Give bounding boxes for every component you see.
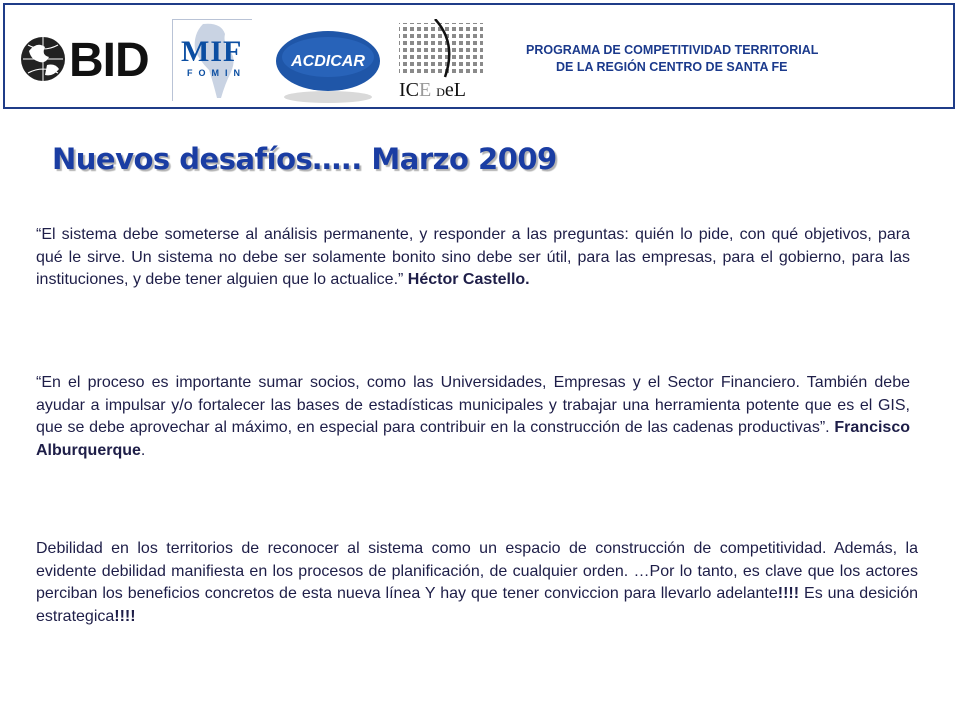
globe-icon [19, 31, 69, 91]
icedel-logo [395, 19, 495, 107]
mif-logo-text: MIF [181, 35, 243, 68]
icedel-logo-text: ICE DeL [399, 79, 466, 101]
mif-fomin-logo [172, 19, 252, 101]
bid-logo [19, 31, 149, 91]
quote-text: “En el proceso es importante sumar socios, como las Universidades, Empresas y el Sector Financiero. También debe ayudar a impulsar y/o fortalecer las bases de estadísticas municipales y trabajar una herramienta potente que es el GIS, que se debe aprovechar al máximo, en especial para contribuir en la construcción de las cadenas productivas”. [36, 374, 910, 437]
quote-castello [36, 224, 910, 292]
quote-text: “El sistema debe someterse al análisis permanente, y responder a las preguntas: quién lo pide, con qué objetivos, para qué le sirve. Un sistema no debe ser solamente bonito sino debe ser útil, para las empresas, para el gobierno, para las instituciones, y debe tener alguien que lo actualice.” [36, 226, 910, 289]
acdicar-logo [273, 27, 383, 107]
header-banner [3, 3, 955, 109]
dot-grid-icon [395, 19, 495, 79]
closing-text-mid: Es una desición estrategica [36, 585, 919, 625]
closing-emphasis-1: !!!! [777, 585, 800, 603]
quote-alburquerque [36, 372, 910, 462]
quote-author: Héctor Castello. [407, 271, 530, 289]
program-title-line-1: PROGRAMA DE COMPETITIVIDAD TERRITORIAL [526, 43, 819, 57]
closing-paragraph [36, 538, 918, 628]
quote-author: Francisco Alburquerque [36, 419, 910, 459]
quote-end: . [140, 441, 146, 459]
closing-emphasis-2: !!!! [114, 607, 136, 625]
program-title [505, 42, 925, 76]
acdicar-logo-text: ACDICAR [291, 53, 365, 70]
slide-title: Nuevos desafíos….. Marzo 2009 [52, 142, 557, 176]
bid-logo-text: BID [69, 34, 149, 87]
closing-text: Debilidad en los territorios de reconocer al sistema como un espacio de construcción de competitividad. Además, la evidente debilidad manifiesta en los procesos de planificación, de cualquier orden. …Por lo tanto, es clave que los actores perciban los beneficios concretos de esta nueva línea Y hay que tener conviccion para llevarlo adelante [36, 540, 918, 603]
program-title-line-2: DE LA REGIÓN CENTRO DE SANTA FE [556, 60, 788, 74]
fomin-logo-text: FOMIN [187, 68, 246, 78]
